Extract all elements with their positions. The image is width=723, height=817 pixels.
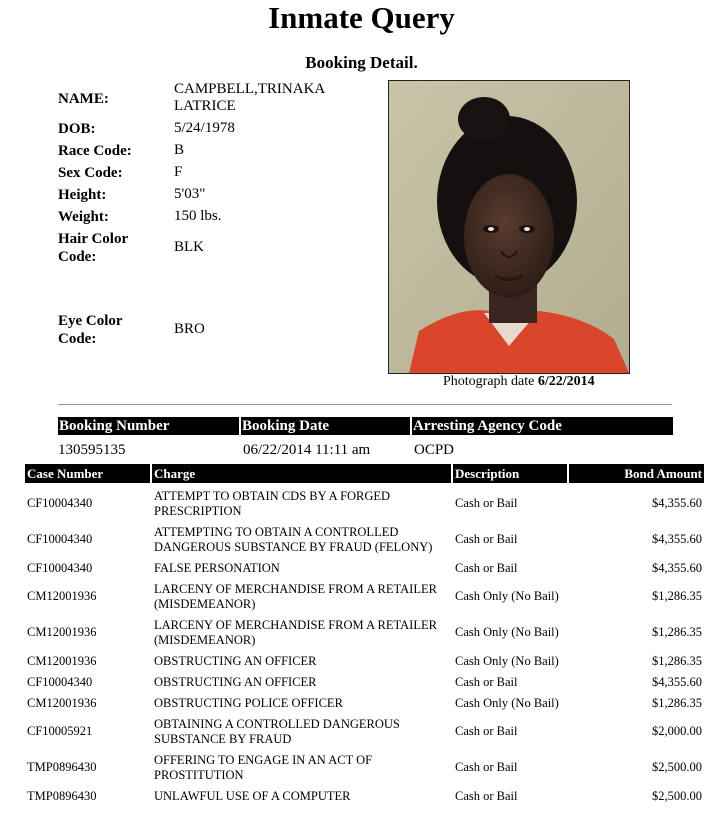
bond-amount: $2,500.00	[652, 789, 702, 803]
case-number: TMP0896430	[27, 789, 97, 803]
charge-line2: PROSTITUTION	[154, 768, 244, 782]
height-label: Height:	[58, 187, 107, 203]
case-number: CM12001936	[27, 654, 97, 668]
charge-line2: (MISDEMEANOR)	[154, 633, 256, 647]
booking-photo	[388, 80, 630, 374]
charge-line1: UNLAWFUL USE OF A COMPUTER	[154, 789, 351, 803]
photo-date	[443, 373, 595, 391]
race-value: B	[174, 142, 185, 158]
charge-line1: OBSTRUCTING AN OFFICER	[154, 675, 317, 689]
case-number: CM12001936	[27, 589, 97, 603]
bond-amount: $2,000.00	[652, 724, 702, 738]
case-number: CF10004340	[27, 561, 93, 575]
eye-label-line1: Eye Color	[58, 313, 123, 329]
description: Cash Only (No Bail)	[455, 589, 559, 603]
dob-label: DOB:	[58, 121, 96, 137]
bond-amount: $1,286.35	[652, 654, 702, 668]
charge-line2: PRESCRIPTION	[154, 504, 242, 518]
charge-line1: OFFERING TO ENGAGE IN AN ACT OF	[154, 753, 373, 767]
charge-line1: LARCENY OF MERCHANDISE FROM A RETAILER	[154, 582, 437, 596]
height-value: 5'03"	[174, 186, 206, 202]
booking-number-header: Booking Number	[58, 417, 239, 435]
charge-line1: OBSTRUCTING AN OFFICER	[154, 654, 317, 668]
divider	[58, 404, 672, 405]
charge-line1: OBSTRUCTING POLICE OFFICER	[154, 696, 343, 710]
booking-number-value: 130595135	[58, 442, 126, 458]
description-header: Description	[453, 464, 567, 483]
description: Cash or Bail	[455, 724, 518, 738]
booking-date-value: 06/22/2014 11:11 am	[243, 442, 371, 458]
sex-label: Sex Code:	[58, 165, 123, 181]
description: Cash Only (No Bail)	[455, 654, 559, 668]
name-label: NAME:	[58, 91, 109, 107]
case-number: TMP0896430	[27, 760, 97, 774]
page-title: Inmate Query	[268, 0, 455, 35]
charge-header: Charge	[152, 464, 451, 483]
weight-value: 150 lbs.	[174, 208, 222, 224]
bond-amount: $4,355.60	[652, 561, 702, 575]
hair-label-line2: Code:	[58, 249, 97, 265]
charge-line1: ATTEMPTING TO OBTAIN A CONTROLLED	[154, 525, 399, 539]
description: Cash or Bail	[455, 532, 518, 546]
dob-value: 5/24/1978	[174, 120, 235, 136]
photo-date-caption: Photograph date	[443, 374, 535, 389]
description: Cash or Bail	[455, 561, 518, 575]
description: Cash or Bail	[455, 496, 518, 510]
charge-line1: FALSE PERSONATION	[154, 561, 280, 575]
charge-line1: ATTEMPT TO OBTAIN CDS BY A FORGED	[154, 489, 391, 503]
case-number: CM12001936	[27, 625, 97, 639]
bond-amount: $2,500.00	[652, 760, 702, 774]
case-number: CF10005921	[27, 724, 93, 738]
hair-label-line1: Hair Color	[58, 231, 129, 247]
description: Cash or Bail	[455, 760, 518, 774]
bond-amount: $1,286.35	[652, 696, 702, 710]
race-label: Race Code:	[58, 143, 132, 159]
weight-label: Weight:	[58, 209, 109, 225]
case-number-header: Case Number	[25, 464, 150, 483]
bond-amount: $4,355.60	[652, 496, 702, 510]
case-number: CF10004340	[27, 532, 93, 546]
name-value-line1: CAMPBELL,TRINAKA	[174, 81, 326, 97]
charge-line2: DANGEROUS SUBSTANCE BY FRAUD (FELONY)	[154, 540, 433, 554]
case-number: CF10004340	[27, 675, 93, 689]
booking-date-header: Booking Date	[241, 417, 410, 435]
name-value-line2: LATRICE	[174, 98, 236, 114]
photo-date-value: 6/22/2014	[537, 374, 595, 389]
charge-line2: (MISDEMEANOR)	[154, 597, 256, 611]
mugshot-image	[389, 81, 629, 373]
case-number: CM12001936	[27, 696, 97, 710]
bond-amount: $1,286.35	[652, 589, 702, 603]
bond-amount: $4,355.60	[652, 532, 702, 546]
description: Cash or Bail	[455, 789, 518, 803]
description: Cash or Bail	[455, 675, 518, 689]
charge-line1: LARCENY OF MERCHANDISE FROM A RETAILER	[154, 618, 437, 632]
description: Cash Only (No Bail)	[455, 625, 559, 639]
bond-amount-header: Bond Amount	[569, 464, 704, 483]
page-subtitle: Booking Detail.	[305, 53, 418, 72]
eye-label-line2: Code:	[58, 331, 97, 347]
charge-line1: OBTAINING A CONTROLLED DANGEROUS	[154, 717, 400, 731]
case-number: CF10004340	[27, 496, 93, 510]
bond-amount: $4,355.60	[652, 675, 702, 689]
hair-value: BLK	[174, 239, 204, 255]
agency-code-value: OCPD	[414, 442, 455, 458]
bond-amount: $1,286.35	[652, 625, 702, 639]
agency-code-header: Arresting Agency Code	[412, 417, 673, 435]
charge-line2: SUBSTANCE BY FRAUD	[154, 732, 292, 746]
description: Cash Only (No Bail)	[455, 696, 559, 710]
eye-value: BRO	[174, 321, 205, 337]
sex-value: F	[174, 164, 183, 180]
